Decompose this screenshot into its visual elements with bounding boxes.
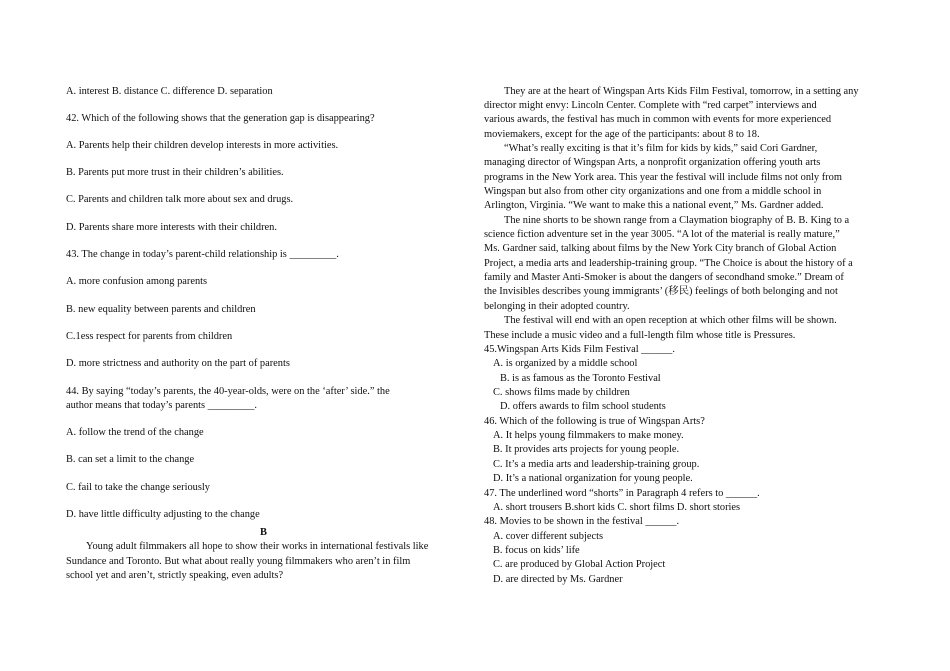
q42-option-a: A. Parents help their children develop interests in more activities. — [66, 140, 339, 151]
q42-option-d: D. Parents share more interests with their children. — [66, 222, 277, 233]
passage-line: science fiction adventure set in the year 3005. “A lot of the material is really mature,” — [484, 229, 840, 240]
q48-option-d: D. are directed by Ms. Gardner — [493, 574, 623, 585]
q48-stem: 48. Movies to be shown in the festival ______. — [484, 516, 680, 527]
q44-stem-line1: 44. By saying “today’s parents, the 40-year-olds, were on the ‘after’ side.” the — [66, 386, 390, 397]
q46-option-b: B. It provides arts projects for young people. — [493, 444, 680, 455]
q48-option-b: B. focus on kids’ life — [493, 545, 580, 556]
passage-line: Arlington, Virginia. “We want to make this a national event,” Ms. Gardner added. — [484, 200, 824, 211]
section-heading-b: B — [260, 527, 267, 538]
q45-option-d: D. offers awards to film school students — [500, 401, 666, 412]
q44-option-b: B. can set a limit to the change — [66, 454, 195, 465]
intro-line-3: school yet and aren’t, strictly speaking, even adults? — [66, 570, 284, 581]
q45-option-b: B. is as famous as the Toronto Festival — [500, 373, 661, 384]
passage-line: managing director of Wingspan Arts, a nonprofit organization offering youth arts — [484, 157, 821, 168]
passage-line: moviemakers, except for the age of the participants: about 8 to 18. — [484, 129, 760, 140]
q43-option-a: A. more confusion among parents — [66, 276, 208, 287]
q47-options: A. short trousers B.short kids C. short films D. short stories — [493, 502, 741, 513]
passage-line: the Invisibles describes young immigrants’ (移民) feelings of both belonging and not — [484, 286, 838, 297]
passage-line: Ms. Gardner said, talking about films by the New York City branch of Global Action — [484, 243, 837, 254]
q44-option-a: A. follow the trend of the change — [66, 427, 204, 438]
q44-option-c: C. fail to take the change seriously — [66, 482, 210, 493]
passage-line: The festival will end with an open reception at which other films will be shown. — [504, 315, 837, 326]
q43-stem: 43. The change in today’s parent-child relationship is _________. — [66, 249, 339, 260]
passage-line: director might envy: Lincoln Center. Complete with “red carpet” interviews and — [484, 100, 817, 111]
q46-option-a: A. It helps young filmmakers to make money. — [493, 430, 684, 441]
q48-option-c: C. are produced by Global Action Project — [493, 559, 666, 570]
passage-line: The nine shorts to be shown range from a Claymation biography of B. B. King to a — [504, 215, 850, 226]
passage-line: Project, a media arts and leadership-training group. “The Choice is about the history of a — [484, 258, 853, 269]
passage-line: Wingspan but also from other city organizations and one from a middle school in — [484, 186, 822, 197]
passage-line: programs in the New York area. This year the festival will include films not only from — [484, 172, 842, 183]
passage-line: “What’s really exciting is that it’s film for kids by kids,” said Cori Gardner, — [504, 143, 818, 154]
q46-stem: 46. Which of the following is true of Wingspan Arts? — [484, 416, 705, 427]
q42-option-c: C. Parents and children talk more about sex and drugs. — [66, 194, 294, 205]
passage-line: family and Master Anti-Smoker is about the dangers of secondhand smoke.” Dream of — [484, 272, 844, 283]
q41-options: A. interest B. distance C. difference D. separation — [66, 86, 273, 97]
q45-option-c: C. shows films made by children — [493, 387, 630, 398]
q43-option-d: D. more strictness and authority on the part of parents — [66, 358, 290, 369]
passage-line: They are at the heart of Wingspan Arts Kids Film Festival, tomorrow, in a setting any — [504, 86, 859, 97]
q44-stem-line2: author means that today’s parents _________. — [66, 400, 258, 411]
intro-line-1: Young adult filmmakers all hope to show their works in international festivals like — [86, 541, 429, 552]
q47-stem: 47. The underlined word “shorts” in Paragraph 4 refers to ______. — [484, 488, 760, 499]
q42-stem: 42. Which of the following shows that the generation gap is disappearing? — [66, 113, 375, 124]
q48-option-a: A. cover different subjects — [493, 531, 604, 542]
q45-stem: 45.Wingspan Arts Kids Film Festival ______. — [484, 344, 675, 355]
passage-line: belonging in their adopted country. — [484, 301, 630, 312]
passage-line: These include a music video and a full-length film whose title is Pressures. — [484, 330, 796, 341]
q43-option-b: B. new equality between parents and children — [66, 304, 256, 315]
q44-option-d: D. have little difficulty adjusting to the change — [66, 509, 260, 520]
intro-line-2: Sundance and Toronto. But what about really young filmmakers who aren’t in film — [66, 556, 411, 567]
passage-line: various awards, the festival has much in common with events for more experienced — [484, 114, 832, 125]
q46-option-c: C. It’s a media arts and leadership-training group. — [493, 459, 700, 470]
q45-option-a: A. is organized by a middle school — [493, 358, 638, 369]
q46-option-d: D. It’s a national organization for young people. — [493, 473, 693, 484]
q42-option-b: B. Parents put more trust in their children’s abilities. — [66, 167, 284, 178]
q43-option-c: C.1ess respect for parents from children — [66, 331, 233, 342]
